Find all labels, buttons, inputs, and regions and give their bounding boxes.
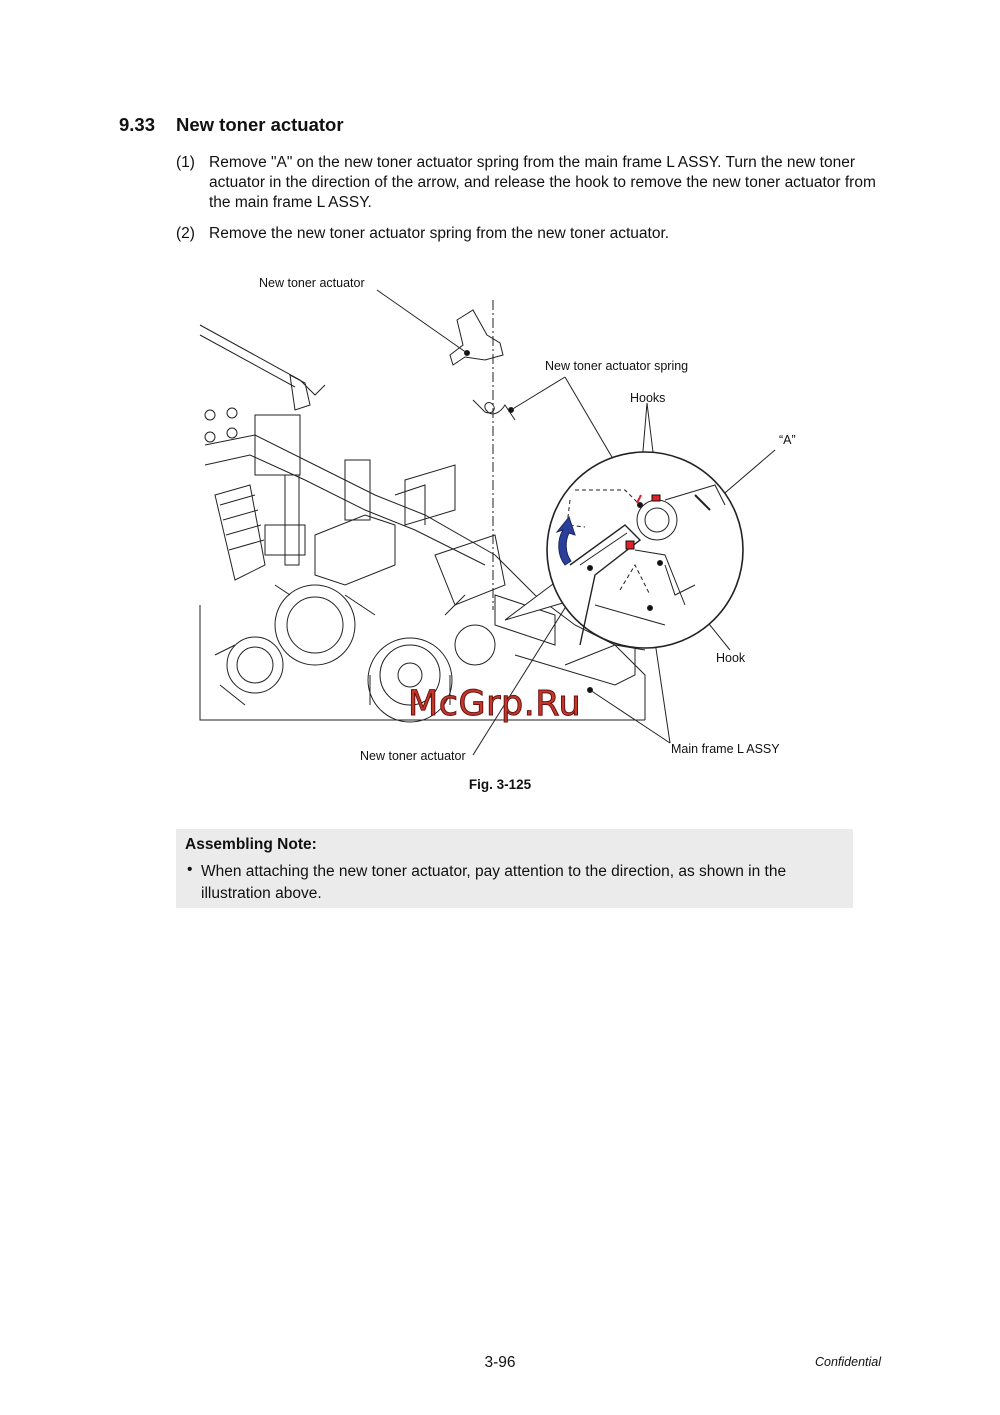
note-text: When attaching the new toner actuator, pay attention to the direction, as shown in the illustration above. — [201, 863, 787, 902]
confidential-mark: Confidential — [815, 1355, 882, 1369]
label-a-mark: “A” — [779, 433, 796, 447]
actuator-part-icon — [450, 310, 503, 365]
step-number: (1) — [176, 154, 195, 171]
section-heading — [119, 114, 344, 136]
label-hook: Hook — [716, 651, 746, 665]
step-text: Remove "A" on the new toner actuator spring from the main frame L ASSY. Turn the new toner actuator in the direction of the arrow, and release the hook to remove the new toner actuator from the main frame L ASSY. — [209, 154, 876, 211]
watermark: McGrp.Ru — [408, 684, 582, 724]
assembling-note-box — [176, 829, 853, 908]
label-new-toner-actuator-spring: New toner actuator spring — [545, 359, 689, 373]
label-hooks: Hooks — [630, 391, 666, 405]
step-2 — [176, 224, 876, 244]
label-new-toner-actuator-bottom: New toner actuator — [360, 749, 466, 763]
note-title: Assembling Note: — [185, 836, 317, 853]
hook-highlight-icon — [652, 495, 660, 501]
spring-part-icon — [473, 400, 515, 420]
bullet-icon: • — [187, 861, 193, 878]
section-number: 9.33 — [119, 114, 156, 135]
section-title: New toner actuator — [176, 114, 344, 135]
label-new-toner-actuator-top: New toner actuator — [259, 276, 365, 290]
magnified-detail — [547, 452, 746, 693]
step-number: (2) — [176, 225, 195, 242]
hook-highlight-icon — [626, 541, 634, 549]
page-number: 3-96 — [484, 1354, 516, 1371]
label-main-frame-l-assy: Main frame L ASSY — [671, 742, 780, 756]
figure-caption: Fig. 3-125 — [468, 777, 532, 792]
step-1 — [176, 153, 876, 213]
step-text: Remove the new toner actuator spring from the new toner actuator. — [209, 225, 670, 242]
